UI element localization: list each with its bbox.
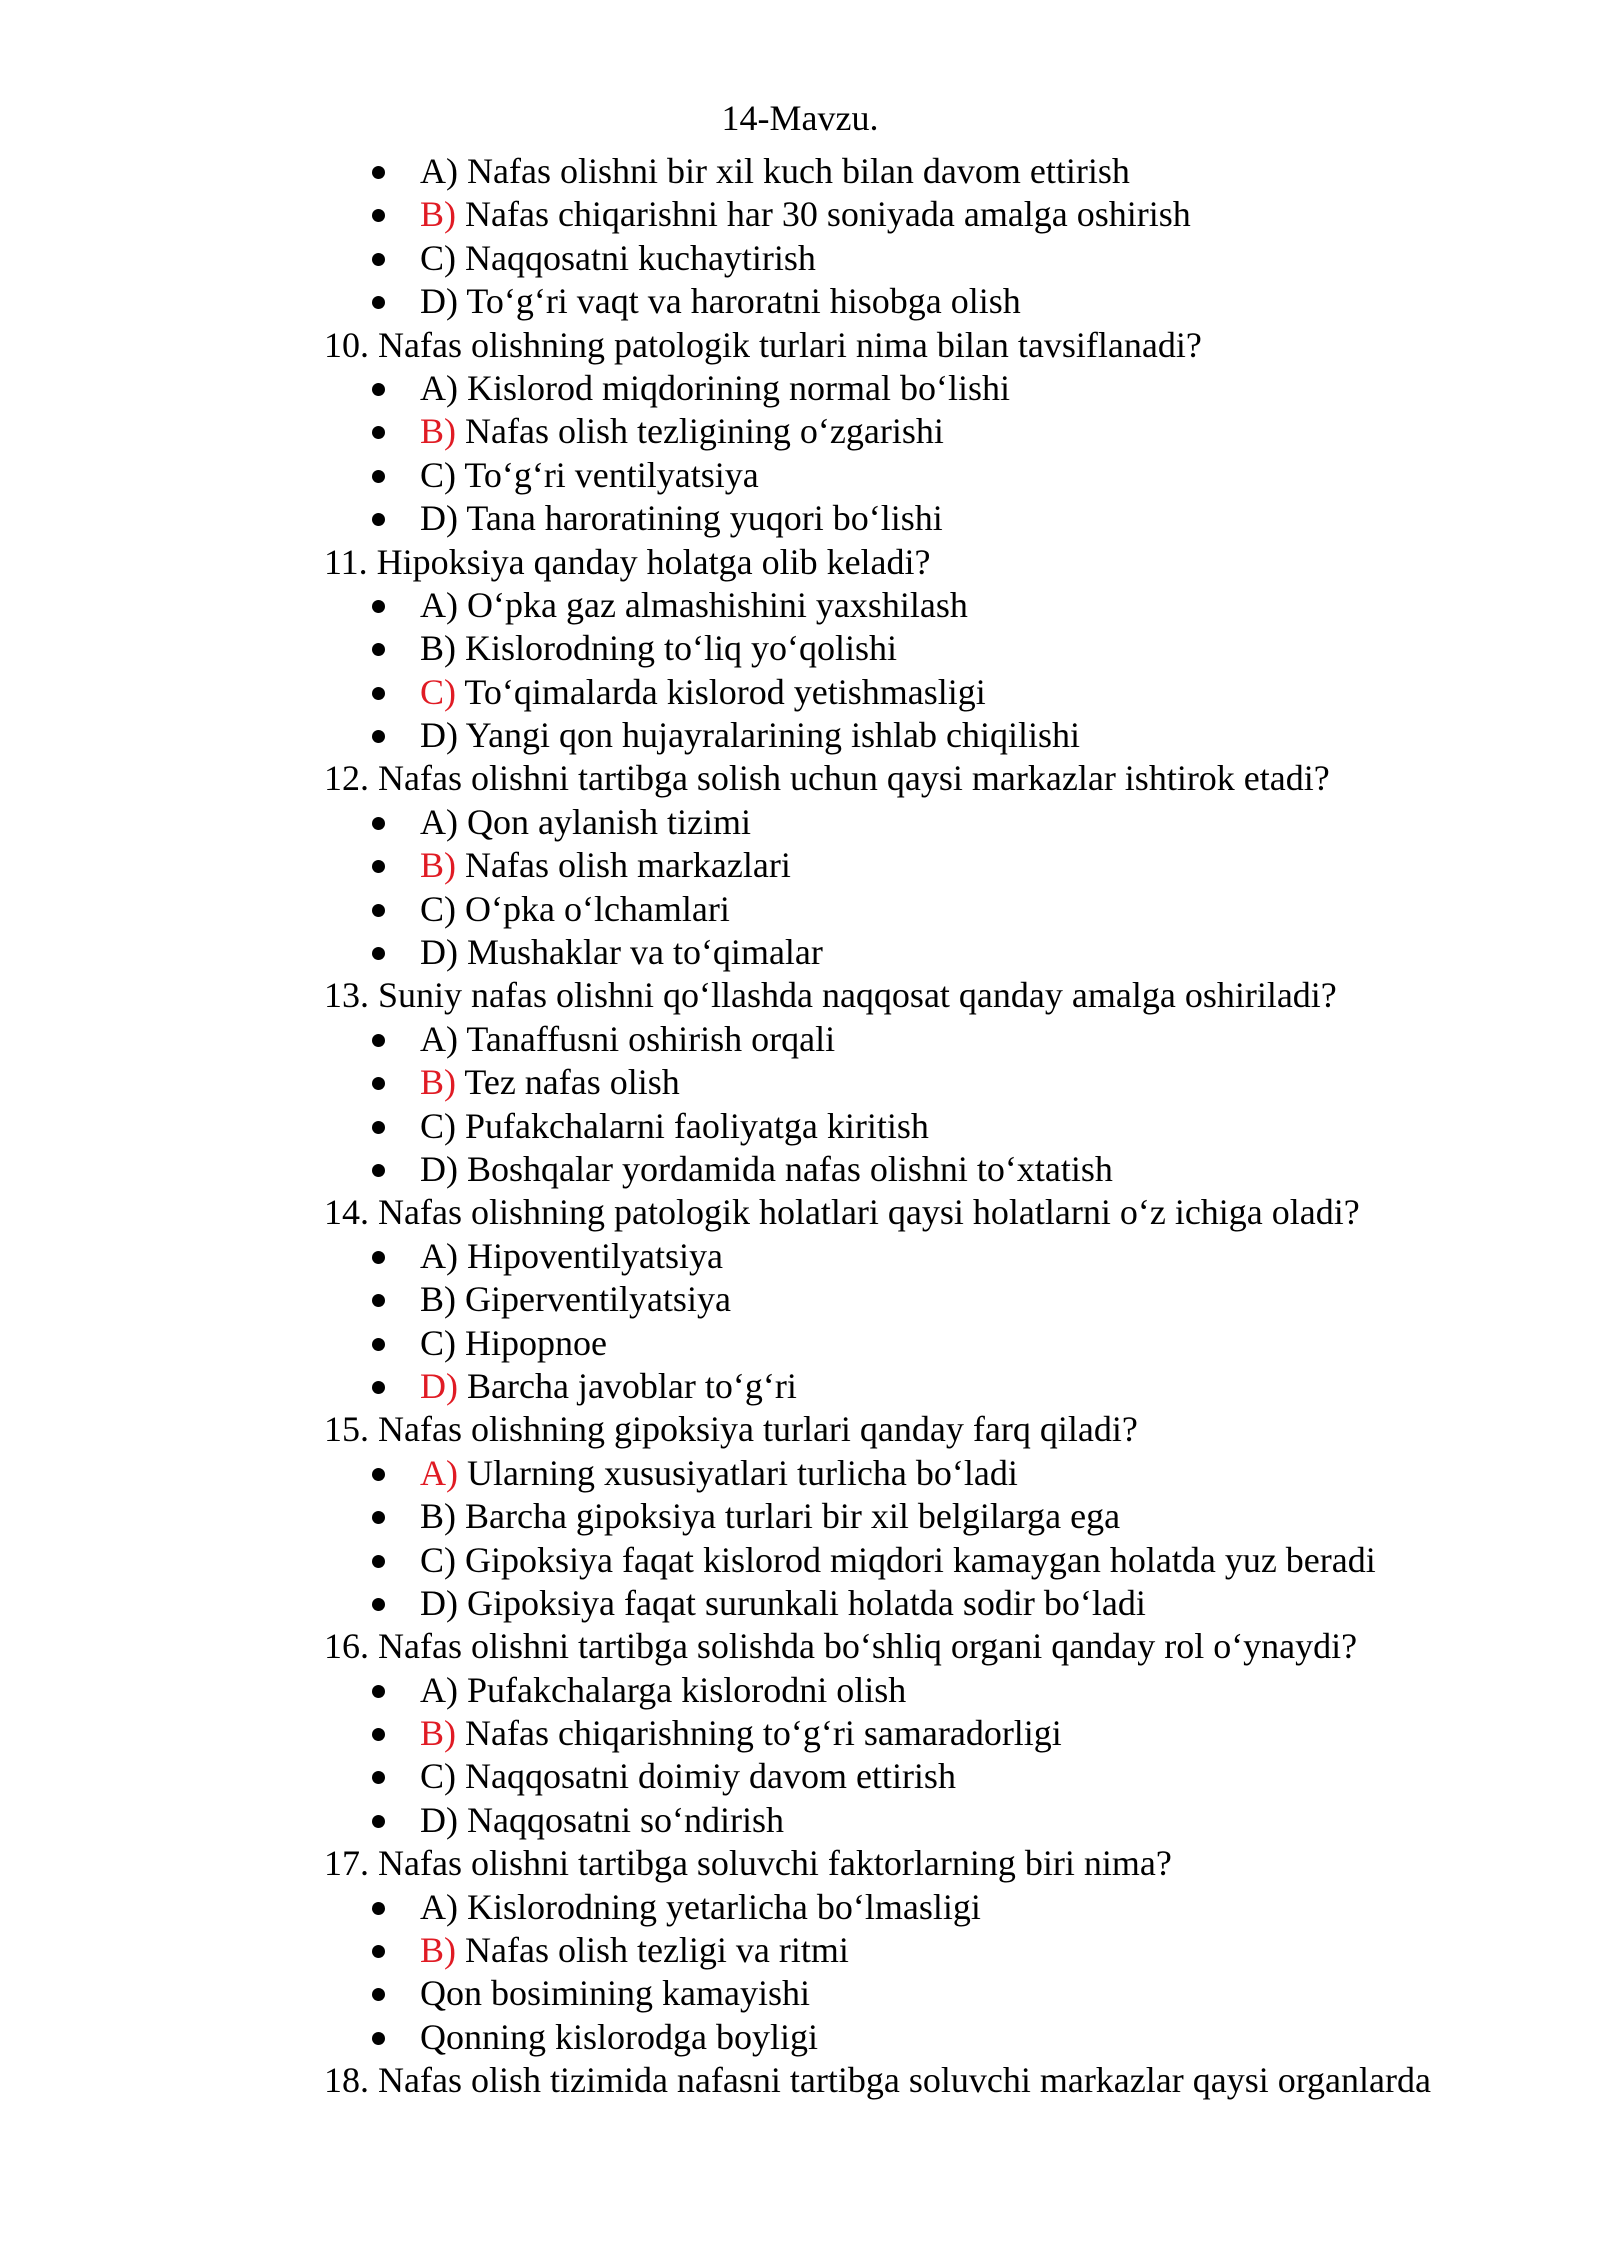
answer-option	[0, 1755, 1600, 1798]
bullet-icon	[372, 1728, 385, 1741]
question-text: 18. Nafas olish tizimida nafasni tartibga soluvchi markazlar qaysi organlarda	[324, 2060, 1431, 2101]
bullet-icon	[372, 253, 385, 266]
answer-option	[0, 931, 1600, 974]
option-text: Barcha javoblar to‘g‘ri	[467, 1365, 797, 1406]
answer-option	[0, 1886, 1600, 1929]
bullet-icon	[372, 1685, 385, 1698]
bullet-icon	[372, 947, 385, 960]
option-text: Boshqalar yordamida nafas olishni to‘xtatish	[467, 1148, 1113, 1189]
bullet-icon	[372, 1338, 385, 1351]
bullet-icon	[372, 470, 385, 483]
bullet-icon	[372, 426, 385, 439]
answer-option	[0, 2016, 1600, 2059]
question-line	[0, 541, 1600, 584]
option-letter: D)	[420, 1148, 458, 1189]
bullet-icon	[372, 1598, 385, 1611]
option-text: Mushaklar va to‘qimalar	[467, 932, 823, 973]
answer-option	[0, 1799, 1600, 1842]
option-text: Naqqosatni doimiy davom ettirish	[465, 1756, 956, 1797]
option-letter: B)	[420, 194, 456, 235]
option-letter: C)	[420, 888, 456, 929]
option-text: Tanaffusni oshirish orqali	[466, 1018, 836, 1059]
option-letter: C)	[420, 671, 456, 712]
answer-option	[0, 1669, 1600, 1712]
bullet-icon	[372, 1771, 385, 1784]
answer-option	[0, 410, 1600, 453]
question-line	[0, 1408, 1600, 1451]
option-letter: A)	[420, 1018, 458, 1059]
option-text: Qonning kislorodga boyligi	[420, 2016, 818, 2057]
option-text: Nafas olish tezligining o‘zgarishi	[465, 411, 944, 452]
bullet-icon	[372, 1902, 385, 1915]
option-text: Tana haroratining yuqori bo‘lishi	[466, 498, 943, 539]
answer-option	[0, 888, 1600, 931]
bullet-icon	[372, 1468, 385, 1481]
bullet-icon	[372, 904, 385, 917]
answer-option	[0, 150, 1600, 193]
answer-option	[0, 1148, 1600, 1191]
bullet-icon	[372, 1945, 385, 1958]
option-letter: A)	[420, 1886, 458, 1927]
option-letter: D)	[420, 498, 458, 539]
option-text: Kislorodning yetarlicha bo‘lmasligi	[467, 1886, 981, 1927]
bullet-icon	[372, 1511, 385, 1524]
option-letter: A)	[420, 1235, 458, 1276]
option-text: Pufakchalarni faoliyatga kiritish	[465, 1105, 929, 1146]
answer-option	[0, 193, 1600, 236]
bullet-icon	[372, 2032, 385, 2045]
bullet-icon	[372, 1164, 385, 1177]
option-letter: B)	[420, 628, 456, 669]
option-letter: A)	[420, 1452, 458, 1493]
question-text: 16. Nafas olishni tartibga solishda bo‘shliq organi qanday rol o‘ynaydi?	[324, 1626, 1358, 1667]
question-text: 14. Nafas olishning patologik holatlari qaysi holatlarni o‘z ichiga oladi?	[324, 1192, 1360, 1233]
answer-option	[0, 1278, 1600, 1321]
bullet-icon	[372, 1121, 385, 1134]
option-text: Nafas olish tezligi va ritmi	[465, 1930, 849, 1971]
answer-option	[0, 1322, 1600, 1365]
question-line	[0, 757, 1600, 800]
answer-option	[0, 801, 1600, 844]
question-line	[0, 324, 1600, 367]
bullet-icon	[372, 383, 385, 396]
bullet-icon	[372, 643, 385, 656]
option-letter: D)	[420, 1799, 458, 1840]
option-letter: D)	[420, 1582, 458, 1623]
option-letter: B)	[420, 1062, 456, 1103]
option-text: Nafas olishni bir xil kuch bilan davom ettirish	[467, 151, 1130, 191]
option-text: O‘pka o‘lchamlari	[465, 888, 730, 929]
bullet-icon	[372, 1294, 385, 1307]
option-text: Pufakchalarga kislorodni olish	[467, 1669, 907, 1710]
answer-option	[0, 671, 1600, 714]
bullet-icon	[372, 1815, 385, 1828]
bullet-icon	[372, 860, 385, 873]
option-text: Kislorodning to‘liq yo‘qolishi	[465, 628, 897, 669]
bullet-icon	[372, 1988, 385, 2001]
bullet-icon	[372, 209, 385, 222]
option-text: Barcha gipoksiya turlari bir xil belgilarga ega	[465, 1496, 1121, 1537]
option-text: To‘g‘ri ventilyatsiya	[464, 454, 759, 495]
option-text: Hipopnoe	[465, 1322, 607, 1363]
option-text: Hipoventilyatsiya	[467, 1235, 723, 1276]
answer-option	[0, 584, 1600, 627]
option-text: Yangi qon hujayralarining ishlab chiqilishi	[465, 715, 1080, 756]
answer-option	[0, 844, 1600, 887]
bullet-icon	[372, 1034, 385, 1047]
bullet-icon	[372, 1077, 385, 1090]
bullet-icon	[372, 817, 385, 830]
answer-option	[0, 1539, 1600, 1582]
option-text: Giperventilyatsiya	[465, 1279, 731, 1320]
option-text: To‘g‘ri vaqt va haroratni hisobga olish	[466, 281, 1021, 322]
question-line	[0, 1842, 1600, 1885]
option-text: Kislorod miqdorining normal bo‘lishi	[467, 367, 1010, 408]
question-text: 10. Nafas olishning patologik turlari nima bilan tavsiflanadi?	[324, 324, 1202, 365]
question-text: 12. Nafas olishni tartibga solish uchun qaysi markazlar ishtirok etadi?	[324, 758, 1330, 799]
answer-option	[0, 714, 1600, 757]
option-letter: A)	[420, 584, 458, 625]
answer-option	[0, 1061, 1600, 1104]
bullet-icon	[372, 1251, 385, 1264]
answer-option	[0, 237, 1600, 280]
bullet-icon	[372, 1555, 385, 1568]
option-text: Nafas chiqarishning to‘g‘ri samaradorligi	[465, 1713, 1062, 1754]
option-letter: D)	[420, 932, 458, 973]
bullet-icon	[372, 730, 385, 743]
option-text: Naqqosatni so‘ndirish	[467, 1799, 784, 1840]
bullet-icon	[372, 296, 385, 309]
option-text: Qon bosimining kamayishi	[420, 1973, 810, 2014]
option-text: Qon aylanish tizimi	[467, 801, 751, 842]
answer-option	[0, 497, 1600, 540]
answer-option	[0, 1929, 1600, 1972]
bullet-icon	[372, 600, 385, 613]
option-letter: A)	[420, 367, 458, 408]
answer-option	[0, 1365, 1600, 1408]
option-text: Gipoksiya faqat kislorod miqdori kamaygan holatda yuz beradi	[465, 1539, 1376, 1580]
answer-option	[0, 1495, 1600, 1538]
option-text: Naqqosatni kuchaytirish	[465, 237, 816, 278]
question-text: 11. Hipoksiya qanday holatga olib keladi?	[324, 541, 931, 582]
option-text: Ularning xususiyatlari turlicha bo‘ladi	[467, 1452, 1018, 1493]
option-text: Tez nafas olish	[464, 1062, 680, 1103]
answer-option	[0, 1582, 1600, 1625]
question-text: 17. Nafas olishni tartibga soluvchi faktorlarning biri nima?	[324, 1843, 1172, 1884]
question-text: 15. Nafas olishning gipoksiya turlari qanday farq qiladi?	[324, 1409, 1138, 1450]
bullet-icon	[372, 687, 385, 700]
question-line	[0, 1191, 1600, 1234]
option-text: Nafas olish markazlari	[465, 845, 791, 886]
option-letter: C)	[420, 1322, 456, 1363]
option-letter: D)	[420, 281, 458, 322]
answer-option	[0, 1712, 1600, 1755]
answer-option	[0, 1105, 1600, 1148]
option-text: To‘qimalarda kislorod yetishmasligi	[464, 671, 986, 712]
option-letter: C)	[420, 1539, 456, 1580]
option-text: Nafas chiqarishni har 30 soniyada amalga oshirish	[465, 194, 1191, 235]
question-line	[0, 974, 1600, 1017]
bullet-icon	[372, 513, 385, 526]
option-letter: C)	[420, 237, 456, 278]
option-letter: C)	[420, 1105, 456, 1146]
option-text: Gipoksiya faqat surunkali holatda sodir bo‘ladi	[467, 1582, 1146, 1623]
option-letter: B)	[420, 411, 456, 452]
bullet-icon	[372, 166, 385, 179]
option-letter: C)	[420, 454, 456, 495]
bullet-icon	[372, 1381, 385, 1394]
question-text: 13. Suniy nafas olishni qo‘llashda naqqosat qanday amalga oshiriladi?	[324, 975, 1337, 1016]
option-letter: A)	[420, 151, 458, 191]
option-letter: D)	[420, 1365, 458, 1406]
option-letter: C)	[420, 1756, 456, 1797]
option-letter: A)	[420, 1669, 458, 1710]
option-text: O‘pka gaz almashishini yaxshilash	[467, 584, 968, 625]
answer-option	[0, 627, 1600, 670]
question-line	[0, 2059, 1600, 2102]
answer-option	[0, 1972, 1600, 2015]
option-letter: B)	[420, 1279, 456, 1320]
option-letter: B)	[420, 1930, 456, 1971]
answer-option	[0, 1235, 1600, 1278]
answer-option	[0, 1018, 1600, 1061]
answer-option	[0, 454, 1600, 497]
option-letter: B)	[420, 1713, 456, 1754]
option-letter: B)	[420, 1496, 456, 1537]
option-letter: A)	[420, 801, 458, 842]
answer-option	[0, 367, 1600, 410]
question-list	[0, 150, 1600, 2103]
page-title: 14-Mavzu.	[721, 98, 879, 138]
option-letter: B)	[420, 845, 456, 886]
question-line	[0, 1625, 1600, 1668]
answer-option	[0, 280, 1600, 323]
option-letter: D)	[420, 715, 458, 756]
answer-option	[0, 1452, 1600, 1495]
